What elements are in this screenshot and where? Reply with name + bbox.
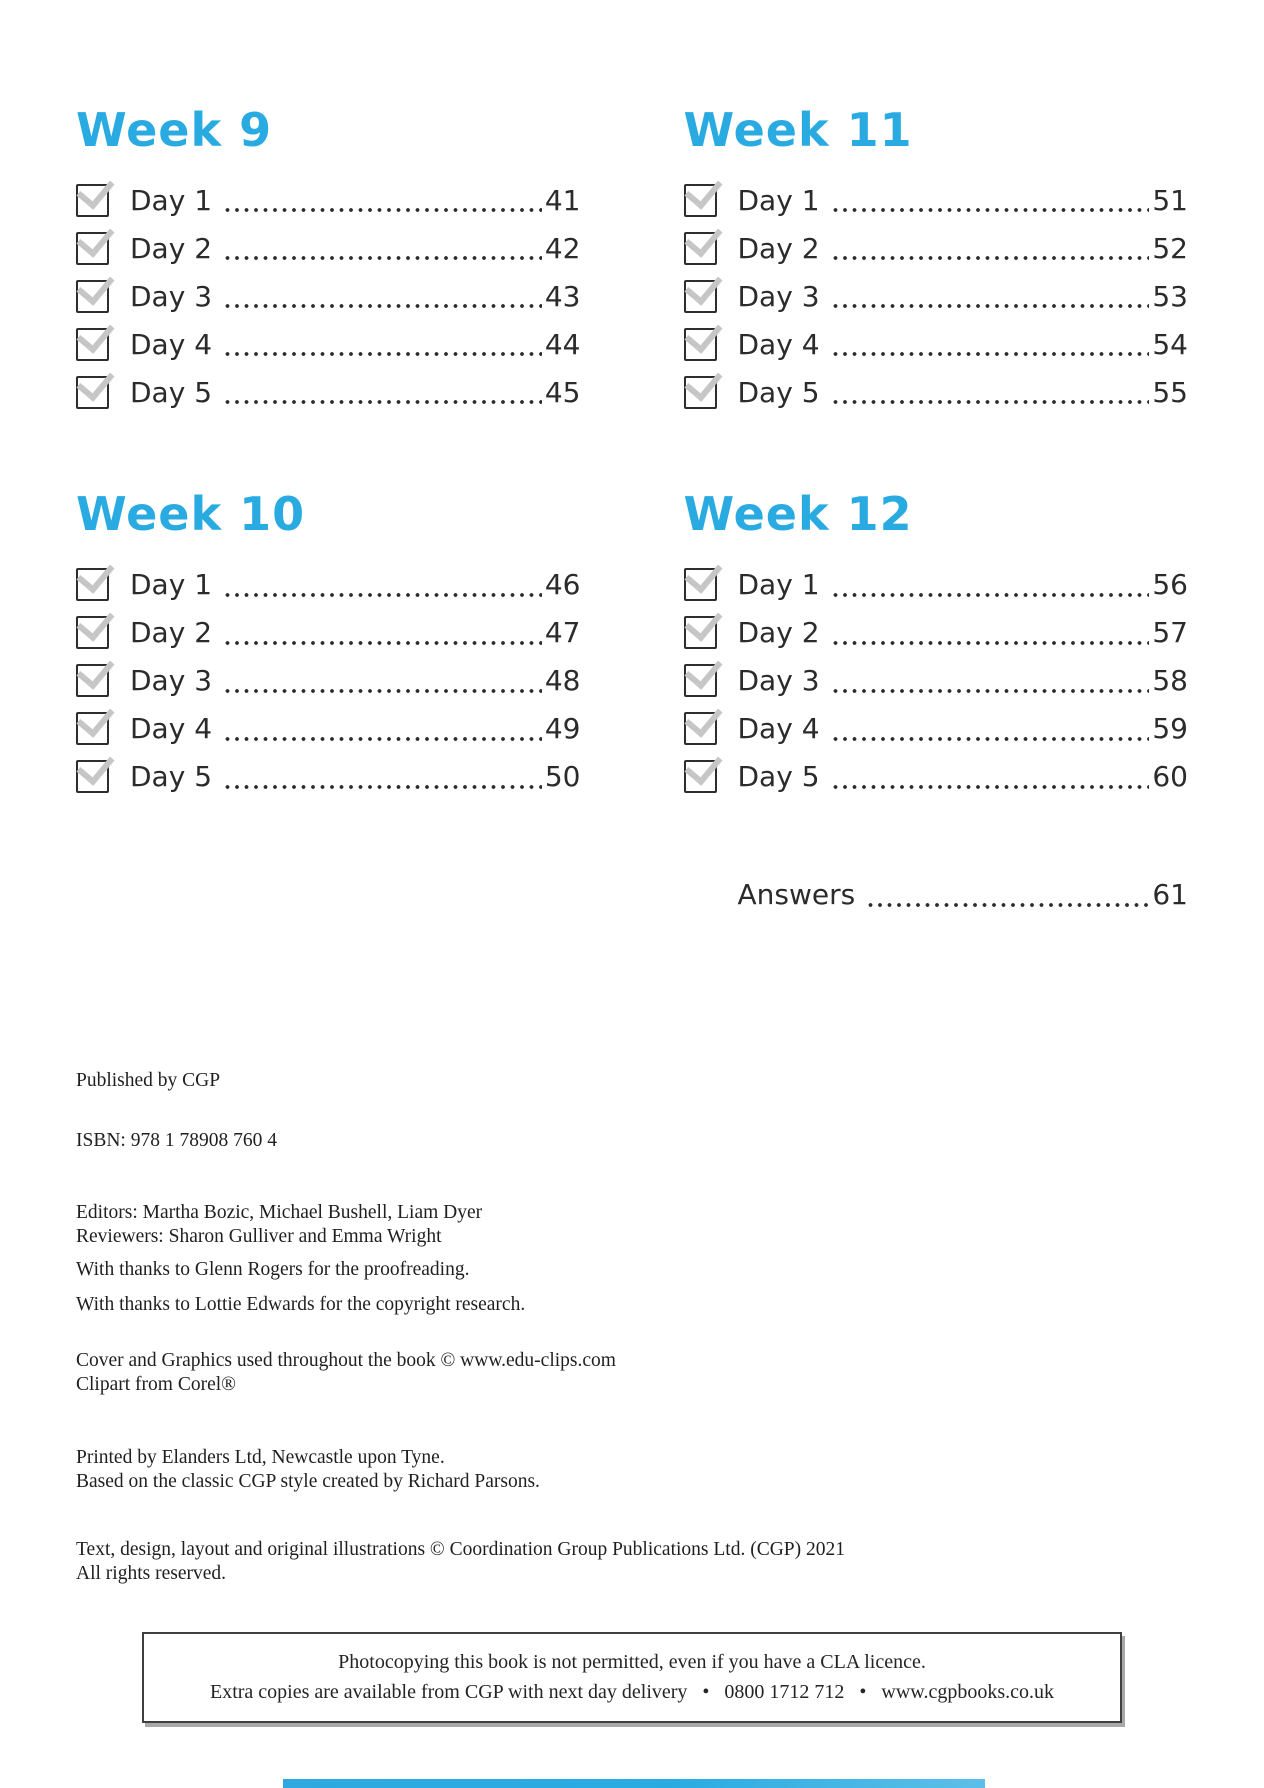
- toc-page-number: 49: [544, 712, 581, 746]
- dotted-leader: [225, 397, 542, 407]
- toc-item-label: Day 4: [130, 712, 213, 746]
- toc-item-label: Day 4: [737, 712, 820, 746]
- checkbox-checked-icon: [684, 280, 717, 313]
- dotted-leader: [225, 638, 542, 648]
- toc-row: [76, 176, 581, 224]
- checkbox-checked-icon: [76, 760, 109, 793]
- toc-item-label: Day 3: [737, 279, 820, 313]
- checkbox-checked-icon: [76, 664, 109, 697]
- toc-row: [684, 368, 1189, 416]
- toc-item-label: Day 3: [737, 664, 820, 698]
- published-by-line: Published by CGP: [76, 1069, 221, 1091]
- week-11-title: Week 11: [683, 103, 913, 157]
- toc-page-number: 58: [1152, 664, 1188, 698]
- dotted-leader: [833, 686, 1150, 696]
- toc-row: [76, 561, 581, 609]
- dotted-leader: [225, 734, 542, 744]
- toc-item-label: Day 2: [737, 616, 820, 650]
- week-9-title: Week 9: [76, 103, 273, 157]
- toc-row: [76, 753, 581, 801]
- toc-item-label: Day 1: [130, 183, 213, 217]
- colophon: [76, 1069, 1188, 1586]
- checkbox-checked-icon: [76, 376, 109, 409]
- section-week-11: [683, 103, 1189, 416]
- checkbox-checked-icon: [76, 280, 109, 313]
- week-12-title: Week 12: [683, 487, 913, 542]
- answers-label: Answers: [737, 878, 856, 912]
- toc-row: [684, 272, 1189, 320]
- checkbox-checked-icon: [684, 664, 717, 697]
- toc-left-column: [76, 103, 581, 919]
- bottom-blue-bar: [283, 1779, 985, 1788]
- checkbox-checked-icon: [684, 712, 717, 745]
- toc-page-number: 41: [544, 183, 581, 217]
- dotted-leader: [833, 397, 1150, 407]
- cover-credit-line: Cover and Graphics used throughout the book © www.edu-clips.com: [76, 1349, 616, 1371]
- toc-page-number: 55: [1152, 375, 1188, 409]
- dotted-leader: [225, 301, 542, 311]
- dotted-leader: [225, 590, 542, 600]
- dotted-leader: [225, 253, 542, 263]
- toc-page-number: 43: [544, 279, 581, 313]
- notice-line2: Extra copies are available from CGP with next day delivery • 0800 1712 712 • www.cgpbooks.co.uk: [209, 1680, 1054, 1703]
- toc-item-label: Day 1: [130, 568, 213, 602]
- dotted-leader: [833, 638, 1150, 648]
- toc-row: [76, 320, 581, 368]
- dotted-leader: [225, 782, 542, 792]
- toc-row: [76, 657, 581, 705]
- checkbox-checked-icon: [684, 760, 717, 793]
- toc-item-label: Day 2: [130, 231, 213, 265]
- toc-row: [76, 272, 581, 320]
- checkbox-checked-icon: [684, 616, 717, 649]
- cover-credit-block: [76, 1349, 1188, 1397]
- toc-row: [76, 368, 581, 416]
- toc-item-label: Day 3: [130, 279, 213, 313]
- toc-item-label: Day 5: [130, 760, 213, 794]
- toc-page-number: 47: [544, 616, 581, 650]
- toc-page-number: 51: [1152, 183, 1188, 217]
- toc-page-number: 56: [1152, 568, 1188, 602]
- toc-page-number: 48: [544, 664, 581, 698]
- notice-line1: Photocopying this book is not permitted, even if you have a CLA licence.: [338, 1650, 926, 1673]
- dotted-leader: [225, 205, 542, 215]
- toc-item-label: Day 1: [737, 183, 820, 217]
- dotted-leader: [833, 301, 1150, 311]
- copyright-block: [76, 1538, 1188, 1586]
- photocopy-notice-box: [142, 1632, 1122, 1723]
- section-week-12: [683, 487, 1189, 800]
- dotted-leader: [225, 686, 542, 696]
- printed-by-line: Printed by Elanders Ltd, Newcastle upon Tyne.: [76, 1446, 445, 1468]
- toc-page-number: 54: [1152, 327, 1188, 361]
- toc-item-label: Day 5: [737, 375, 820, 409]
- toc-row: [684, 657, 1189, 705]
- toc-item-label: Day 2: [737, 231, 820, 265]
- toc-page-number: 42: [544, 231, 581, 265]
- toc-item-label: Day 2: [130, 616, 213, 650]
- toc-page-number: 53: [1152, 279, 1188, 313]
- toc-page-number: 52: [1152, 231, 1188, 265]
- checkbox-checked-icon: [684, 184, 717, 217]
- clipart-credit-line: Clipart from Corel®: [76, 1373, 236, 1395]
- toc-page-number: 46: [544, 568, 581, 602]
- toc-item-label: Day 4: [737, 327, 820, 361]
- reviewers-line: Reviewers: Sharon Gulliver and Emma Wright: [76, 1225, 442, 1247]
- toc-page-number: 57: [1152, 616, 1188, 650]
- toc-row: [76, 224, 581, 272]
- toc-row: [76, 609, 581, 657]
- toc-row: [684, 561, 1189, 609]
- checkbox-checked-icon: [684, 568, 717, 601]
- isbn-line: ISBN: 978 1 78908 760 4: [76, 1129, 277, 1151]
- toc-grid: [76, 103, 1188, 919]
- toc-page-number: 60: [1152, 760, 1188, 794]
- toc-row: [684, 176, 1189, 224]
- toc-row: [684, 224, 1189, 272]
- toc-row: [684, 320, 1189, 368]
- toc-item-label: Day 4: [130, 327, 213, 361]
- dotted-leader: [833, 349, 1150, 359]
- toc-row: [684, 753, 1189, 801]
- toc-row: [76, 705, 581, 753]
- based-on-line: Based on the classic CGP style created by Richard Parsons.: [76, 1470, 540, 1492]
- checkbox-checked-icon: [76, 568, 109, 601]
- section-week-9: [76, 103, 581, 416]
- toc-row: [684, 609, 1189, 657]
- checkbox-checked-icon: [76, 616, 109, 649]
- dotted-leader: [225, 349, 542, 359]
- toc-row: [684, 705, 1189, 753]
- toc-item-label: Day 5: [737, 760, 820, 794]
- dotted-leader: [833, 253, 1150, 263]
- dotted-leader: [868, 900, 1149, 910]
- rights-reserved-line: All rights reserved.: [76, 1562, 227, 1584]
- answers-row: [684, 871, 1189, 919]
- toc-item-label: Day 3: [130, 664, 213, 698]
- toc-item-label: Day 5: [130, 375, 213, 409]
- section-week-10: [76, 487, 581, 800]
- toc-page-number: 50: [544, 760, 581, 794]
- dotted-leader: [833, 734, 1150, 744]
- checkbox-checked-icon: [684, 232, 717, 265]
- answers-page-number: 61: [1152, 878, 1188, 912]
- dotted-leader: [833, 205, 1150, 215]
- toc-page-number: 59: [1152, 712, 1188, 746]
- copyright-research-thanks-line: With thanks to Lottie Edwards for the copyright research.: [76, 1293, 526, 1315]
- toc-item-label: Day 1: [737, 568, 820, 602]
- checkbox-checked-icon: [684, 376, 717, 409]
- toc-right-column: [683, 103, 1189, 919]
- printing-block: [76, 1446, 1188, 1494]
- checkbox-checked-icon: [76, 232, 109, 265]
- checkbox-checked-icon: [76, 712, 109, 745]
- dotted-leader: [833, 782, 1150, 792]
- credits-block: [76, 1201, 1188, 1249]
- week-10-title: Week 10: [76, 487, 306, 542]
- toc-page-number: 44: [544, 327, 581, 361]
- editors-line: Editors: Martha Bozic, Michael Bushell, Liam Dyer: [76, 1201, 483, 1223]
- proofreading-thanks-line: With thanks to Glenn Rogers for the proofreading.: [76, 1258, 470, 1280]
- checkbox-checked-icon: [76, 328, 109, 361]
- dotted-leader: [833, 590, 1150, 600]
- checkbox-checked-icon: [684, 328, 717, 361]
- toc-page-number: 45: [544, 375, 581, 409]
- checkbox-checked-icon: [76, 184, 109, 217]
- copyright-line: Text, design, layout and original illustrations © Coordination Group Publications Ltd. (CGP) 2021: [76, 1538, 846, 1560]
